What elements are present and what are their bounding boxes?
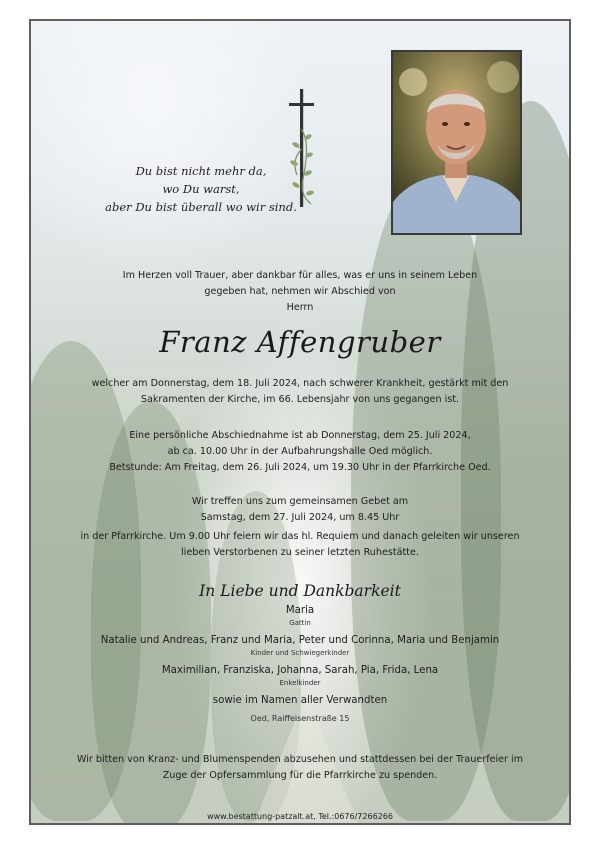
family-relation: Enkelkinder bbox=[279, 679, 321, 687]
family-heading: In Liebe und Dankbarkeit bbox=[199, 582, 401, 600]
death-notice-line: Sakramenten der Kirche, im 66. Lebensjahr von uns gegangen ist. bbox=[140, 394, 460, 405]
donation-request bbox=[31, 752, 569, 784]
farewell-line: Eine persönliche Abschiednahme ist ab Donnerstag, dem 25. Juli 2024, bbox=[129, 430, 471, 441]
quote-line: Du bist nicht mehr da, bbox=[135, 164, 267, 178]
farewell-line: ab ca. 10.00 Uhr in der Aufbahrungshalle Oed möglich. bbox=[167, 446, 433, 457]
farewell-info bbox=[31, 428, 569, 476]
intro-text bbox=[31, 268, 569, 316]
relatives-line: sowie im Namen aller Verwandten bbox=[212, 695, 388, 706]
quote-line: wo Du warst, bbox=[162, 182, 240, 196]
quote-line: aber Du bist überall wo wir sind. bbox=[105, 200, 297, 214]
cross-with-leaves-icon bbox=[287, 89, 317, 211]
obituary-card bbox=[29, 19, 571, 825]
family-names: Maria bbox=[285, 605, 315, 616]
death-notice-line: welcher am Donnerstag, dem 18. Juli 2024, nach schwerer Krankheit, gestärkt mit den bbox=[91, 378, 509, 389]
memorial-quote bbox=[81, 162, 321, 216]
prayer-line: lieben Verstorbenen zu seiner letzten Ruhestätte. bbox=[181, 547, 419, 558]
intro-line: Im Herzen voll Trauer, aber dankbar für alles, was er uns in seinem Leben bbox=[122, 270, 478, 281]
donation-line: Zuge der Opfersammlung für die Pfarrkirche zu spenden. bbox=[162, 770, 438, 781]
portrait-photo bbox=[391, 50, 522, 235]
death-notice bbox=[31, 376, 569, 408]
intro-line: Herrn bbox=[286, 302, 314, 313]
prayer-line: in der Pfarrkirche. Um 9.00 Uhr feiern wir das hl. Requiem und danach geleiten wir unseren bbox=[80, 531, 520, 542]
family-relation: Gattin bbox=[289, 619, 311, 627]
farewell-line: Betstunde: Am Freitag, dem 26. Juli 2024, um 19.30 Uhr in der Pfarrkirche Oed. bbox=[109, 462, 491, 473]
funeral-home-contact[interactable]: www.bestattung-patzalt.at, Tel.:0676/7266266 bbox=[207, 812, 393, 821]
prayer-line: Samstag, dem 27. Juli 2024, um 8.45 Uhr bbox=[200, 512, 400, 523]
prayer-line: Wir treffen uns zum gemeinsamen Gebet am bbox=[191, 496, 409, 507]
family-relation: Kinder und Schwiegerkinder bbox=[250, 649, 350, 657]
prayer-info bbox=[31, 494, 569, 561]
family-list bbox=[31, 603, 569, 724]
family-names: Natalie und Andreas, Franz und Maria, Peter und Corinna, Maria und Benjamin bbox=[100, 635, 500, 646]
donation-line: Wir bitten von Kranz- und Blumenspenden abzusehen und stattdessen bei der Trauerfeier im bbox=[76, 754, 524, 765]
family-address: Oed, Raiffeisenstraße 15 bbox=[250, 714, 350, 723]
deceased-name: Franz Affengruber bbox=[159, 325, 441, 359]
intro-line: gegeben hat, nehmen wir Abschied von bbox=[204, 286, 396, 297]
family-names: Maximilian, Franziska, Johanna, Sarah, Pia, Frida, Lena bbox=[161, 665, 439, 676]
